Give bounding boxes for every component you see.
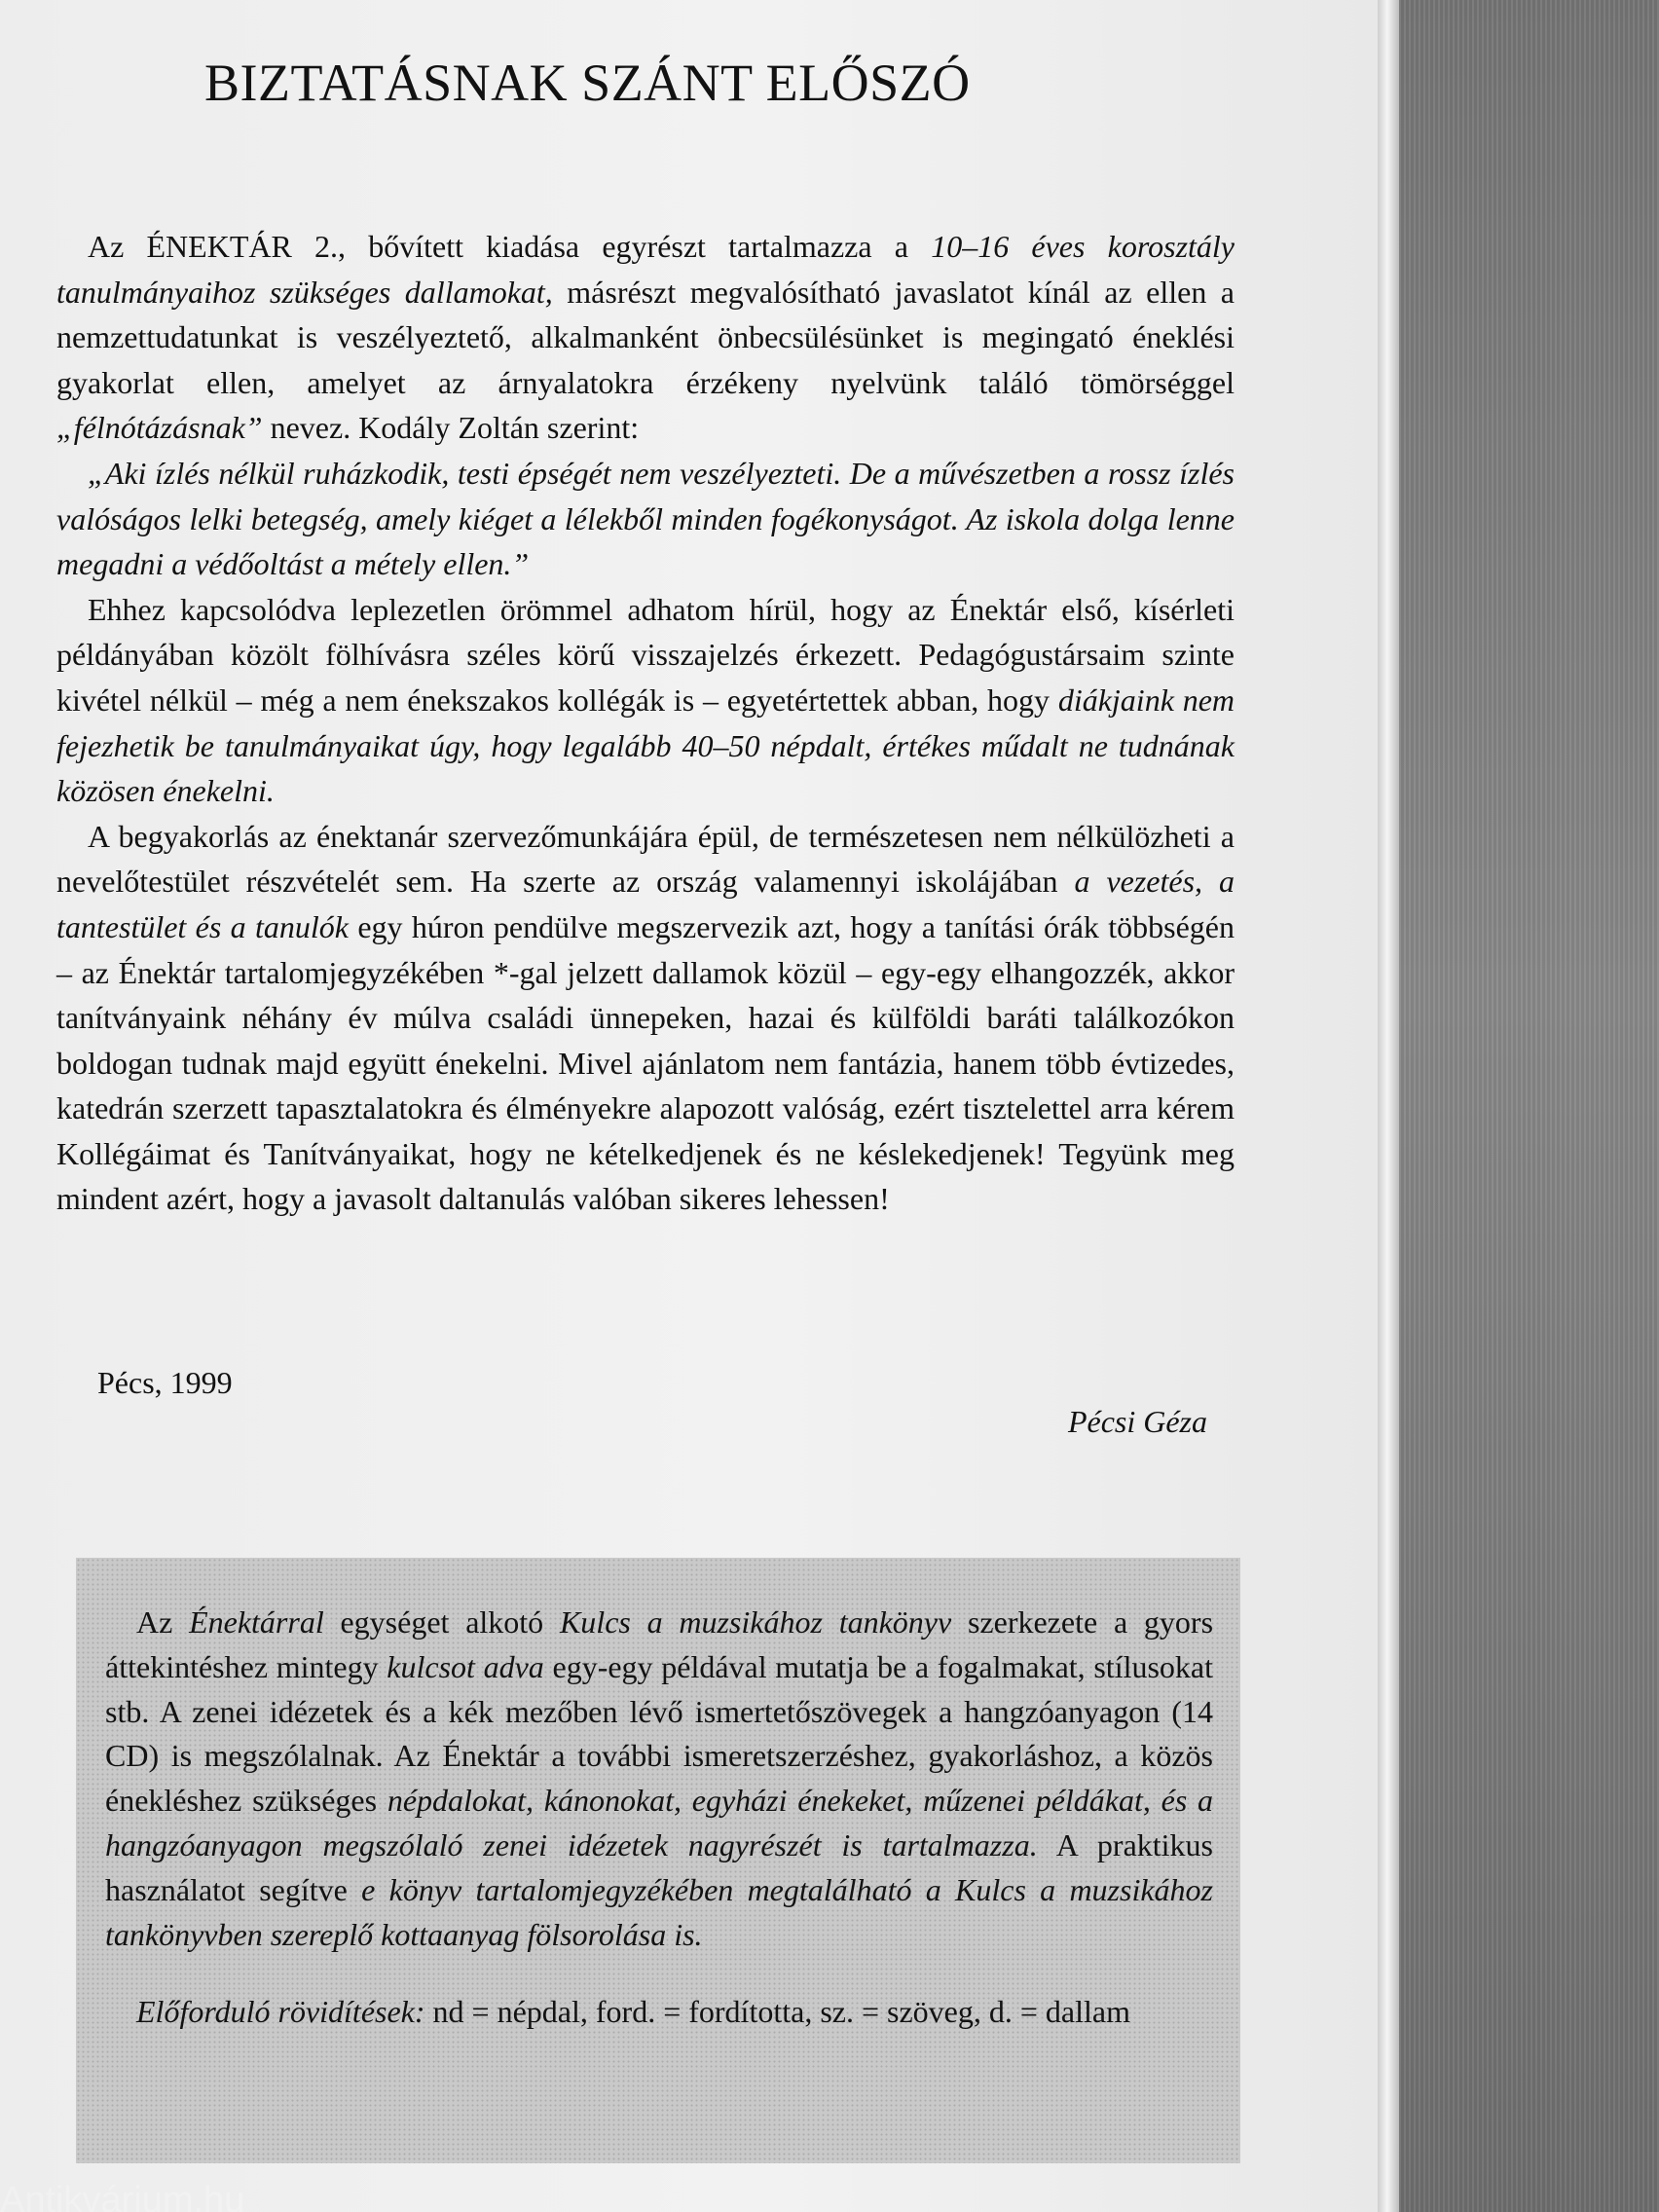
text-span: szerkezete a gyors áttekintéshez mintegy xyxy=(105,1604,1214,1684)
page-edge xyxy=(1378,0,1399,2212)
text-span: egy-egy példával mutatja be a fogalmakat, stílusokat stb. A zenei idézetek és a kék mezőben lévő ismertetőszövegek a hangzóanyagon (14 CD) is megszólalnak. Az Énektár a további ismeretszerzéshez, gyakorláshoz, a közös énekléshez szükséges xyxy=(105,1648,1214,1819)
text-span: A begyakorlás az énektanár szervezőmunkájára épül, de természetesen nem nélkülözheti a nevelőtestület részvételét sem. Ha szerte az ország valamennyi iskolájában xyxy=(56,818,1235,900)
paragraph-intro xyxy=(56,224,1235,451)
italic-span: kulcsot adva xyxy=(387,1648,544,1684)
kodaly-quote: „Aki ízlés nélkül ruházkodik, testi épségét nem veszélyezteti. De a művészetben a rossz ízlés valóságos lelki betegség, amely kiéget a lélekből minden fogékonyságot. Az iskola dolga lenne megadni a védőoltást a métely ellen.” xyxy=(56,455,1235,582)
abbreviations-label: Előforduló rövidítések: xyxy=(136,1994,425,2030)
preface-body xyxy=(56,224,1235,1222)
abbreviations-text: nd = népdal, ford. = fordította, sz. = szöveg, d. = dallam xyxy=(424,1994,1130,2030)
text-span: egységet alkotó xyxy=(323,1604,560,1640)
text-span: Az xyxy=(136,1604,190,1640)
info-paragraph xyxy=(105,1601,1213,1957)
paragraph-feedback xyxy=(56,587,1235,814)
page-title: BIZTATÁSNAK SZÁNT ELŐSZÓ xyxy=(204,54,971,112)
italic-span: Kulcs a muzsikához tankönyv xyxy=(559,1604,952,1640)
italic-span: Énektárral xyxy=(189,1604,324,1640)
text-span: Ehhez kapcsolódva leplezetlen örömmel adhatom hírül, hogy az Énektár első, kísérleti példányában közölt fölhívásra széles körű visszajelzés érkezett. Pedagógustársaim szinte kivétel nélkül – még a nem énekszakos kollégák is – egyetértettek abban, hogy xyxy=(56,591,1235,718)
text-span: másrészt megvalósítható javaslatot kínál az ellen a nemzettudatunkat is veszélyeztető, alkalmanként önbecsülésünket is megingató éneklési gyakorlat ellen, amelyet az árnyalatokra érzékeny nyelvünk találó tömörséggel xyxy=(56,274,1235,400)
place-date: Pécs, 1999 xyxy=(97,1365,233,1400)
italic-span: e könyv tartalomjegyzékében megtalálható a Kulcs a muzsikához tankönyvben szereplő kottaanyag fölsorolása is. xyxy=(105,1871,1214,1952)
italic-span: népdalokat, kánonokat, egyházi énekeket, műzenei példákat, és a hangzóanyagon megszólaló zenei idézetek nagyrészét is tartalmazza. xyxy=(105,1783,1214,1862)
watermark: Antikvárium.hu xyxy=(0,2181,245,2212)
text-span: A praktikus használatot segítve xyxy=(105,1826,1214,1907)
italic-span: a vezetés, a tantestület és a tanulók xyxy=(56,864,1235,944)
info-box xyxy=(76,1558,1240,2163)
text-span: Az ÉNEKTÁR 2., bővített kiadása egyrészt tartalmazza a xyxy=(88,229,932,264)
info-box-text xyxy=(105,1601,1213,2035)
italic-span: „félnótázásnak” xyxy=(56,410,263,446)
italic-span: 10–16 éves korosztály tanulmányaihoz szükséges dallamokat, xyxy=(56,229,1235,310)
italic-span: diákjaink nem fejezhetik be tanulmányaikat úgy, hogy legalább 40–50 népdalt, értékes műdalt ne tudnának közösen énekelni. xyxy=(56,682,1235,809)
paragraph-practice xyxy=(56,814,1235,1222)
text-span: egy húron pendülve megszervezik azt, hogy a tanítási órák többségén – az Énektár tartalomjegyzékében *-gal jelzett dallamok közül – egy-egy elhangozzék, akkor tanítványaink néhány év múlva családi ünnepeken, hazai és külföldi baráti találkozókon boldogan tudnak majd együtt énekelni. Mivel ajánlatom nem fantázia, hanem több évtizedes, katedrán szerzett tapasztalatokra és élményekre alapozott valóság, ezért tisztelettel arra kérem Kollégáimat és Tanítványaikat, hogy ne kételkedjenek és ne késlekedjenek! Tegyünk meg mindent azért, hogy a javasolt daltanulás valóban sikeres lehessen! xyxy=(56,908,1235,1217)
abbreviations xyxy=(105,1990,1213,2035)
author-signature: Pécsi Géza xyxy=(1067,1404,1207,1439)
background-surface xyxy=(1399,0,1659,2212)
text-span: nevez. Kodály Zoltán szerint: xyxy=(262,410,640,446)
